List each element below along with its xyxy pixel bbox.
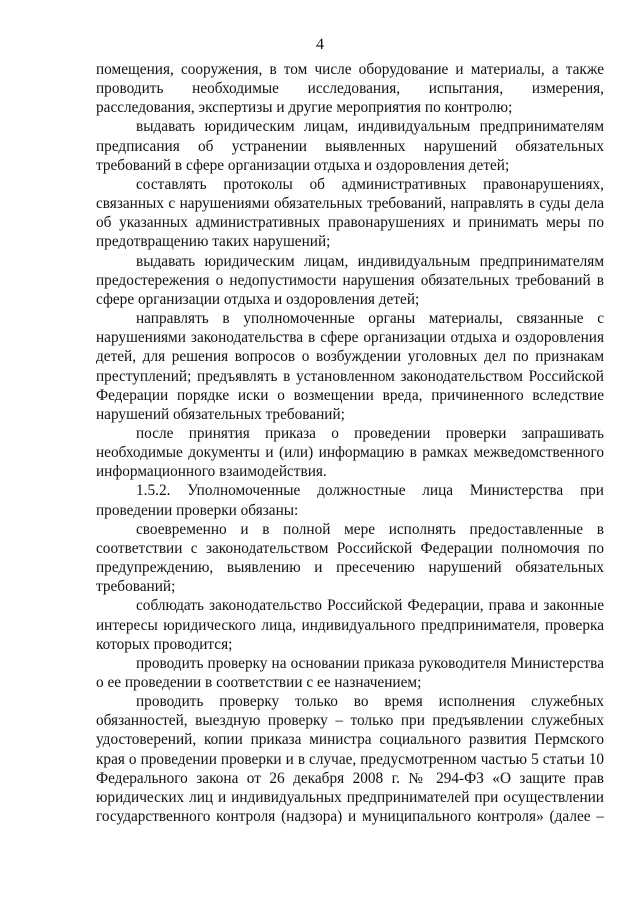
paragraph-inspection-time: проводить проверку только во время исполнения служебных обязанностей, выездную проверку – только при предъявлении служебных удостоверений, копии приказа министра социального развития Пермского края о проведении проверки и в случае, предусмотренном частью 5 статьи 10 Федерального закона от 26 декабря 2008 г. № 294-ФЗ «О защите прав юридических лиц и индивидуальных предпринимателей при осуществлении государственного контроля (надзора) и муниципального контроля» (далее – xyxy=(96,693,604,826)
document-body xyxy=(96,60,604,826)
page-number: 4 xyxy=(316,36,324,53)
paragraph-observe-law: соблюдать законодательство Российской Федерации, права и законные интересы юридического лица, индивидуального предпринимателя, проверка которых проводится; xyxy=(96,597,604,653)
paragraph-issue-orders: выдавать юридическим лицам, индивидуальным предпринимателям предписания об устранении выявленных нарушений обязательных требований в сфере организации отдыха и оздоровления детей; xyxy=(96,118,604,174)
paragraph-section-1-5-2: 1.5.2. Уполномоченные должностные лица Министерства при проведении проверки обязаны: xyxy=(96,482,604,519)
paragraph-protocols: составлять протоколы об административных правонарушениях, связанных с нарушениями обязательных требований, направлять в суды дела об указанных административных правонарушениях и принимать меры по предотвращению таких нарушений; xyxy=(96,175,604,251)
paragraph-warnings: выдавать юридическим лицам, индивидуальным предпринимателям предостережения о недопустимости нарушения обязательных требований в сфере организации отдыха и оздоровления детей; xyxy=(96,252,604,308)
paragraph-request-documents: после принятия приказа о проведении проверки запрашивать необходимые документы и (или) информацию в рамках межведомственного информационного взаимодействия. xyxy=(96,424,604,481)
paragraph-order-basis: проводить проверку на основании приказа руководителя Министерства о ее проведении в соответствии с ее назначением; xyxy=(96,654,604,691)
paragraph-continuation: помещения, сооружения, в том числе оборудование и материалы, а также проводить необходимые исследования, испытания, измерения, расследования, экспертизы и другие мероприятия по контролю; xyxy=(96,61,604,117)
paragraph-execute-powers: своевременно и в полной мере исполнять предоставленные в соответствии с законодательством Российской Федерации полномочия по предупреждению, выявлению и пресечению нарушений обязательных требований; xyxy=(96,520,604,596)
paragraph-send-materials: направлять в уполномоченные органы материалы, связанные с нарушениями законодательства в сфере организации отдыха и оздоровления детей, для решения вопросов о возбуждении уголовных дел по признакам преступлений; предъявлять в установленном законодательством Российской Федерации порядке иски о возмещении вреда, причиненного вследствие нарушений обязательных требований; xyxy=(96,310,604,423)
